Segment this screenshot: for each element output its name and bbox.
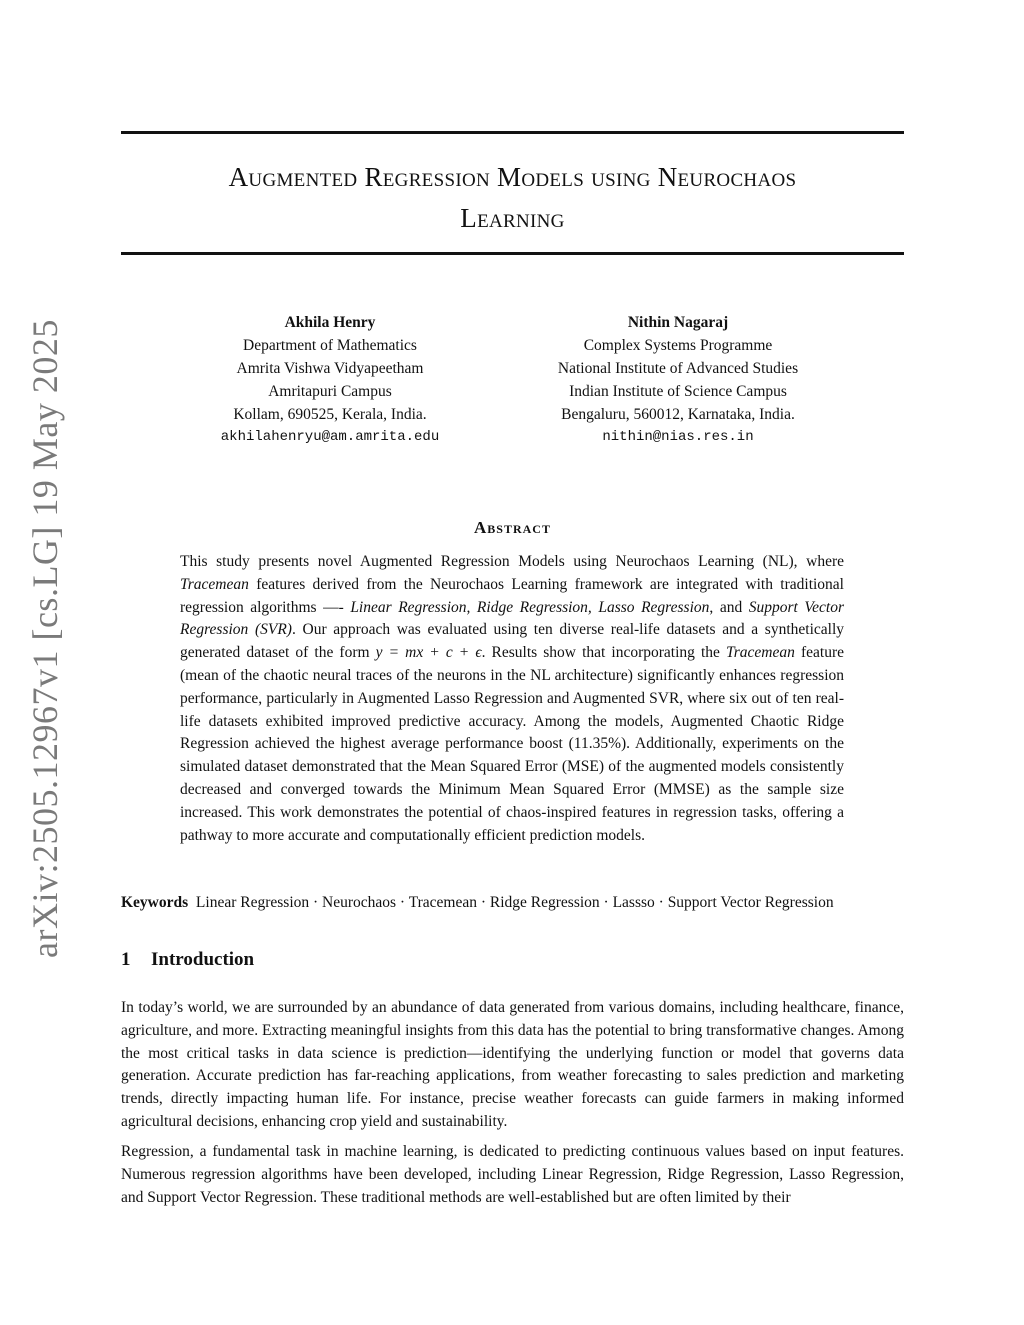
keywords-text: Linear Regression · Neurochaos · Tracemean · Ridge Regression · Lassso · Support Vector Regression bbox=[195, 894, 834, 911]
title-rule-bottom bbox=[121, 252, 904, 255]
keywords-line bbox=[121, 894, 904, 912]
section-heading-introduction bbox=[121, 949, 254, 971]
title-rule-top bbox=[121, 131, 904, 134]
author-name: Akhila Henry bbox=[284, 314, 376, 331]
arxiv-stamp: arXiv:2505.12967v1 [cs.LG] 19 May 2025 bbox=[25, 319, 65, 958]
author-dept: Complex Systems Programme bbox=[583, 337, 773, 354]
author-dept: Department of Mathematics bbox=[243, 337, 417, 354]
abstract-text-6: feature (mean of the chaotic neural traces of the neurons in the NL architecture) significantly enhances regression performance, particularly in Augmented Lasso Regression and Augmented SVR, where six out of ten real-life datasets exhibited improved predictive accuracy. Among the models, Augmented Chaotic Ridge Regression achieved the highest average performance boost (11.35%). Additionally, experiments on the simulated dataset demonstrated that the Mean Squared Error (MSE) of the augmented models consistently decreased and converged towards the Minimum Mean Squared Error (MMSE) as the sample size increased. This work demonstrates the potential of chaos-inspired features in regression tasks, offering a pathway to more accurate and computationally efficient prediction models. bbox=[180, 644, 844, 844]
abstract-text-4: . Our approach was evaluated using ten diverse real-life datasets and a synthetically generated dataset of the form bbox=[180, 621, 844, 662]
abstract-text-2: features derived from the Neurochaos Learning framework are integrated with traditional regression algorithms —- bbox=[180, 575, 844, 616]
intro-paragraph-2: Regression, a fundamental task in machine learning, is dedicated to predicting continuous values based on input features. Numerous regression algorithms have been developed, including Linear Regression, Ridge Regression, Lasso Regression, and Support Vector Regression. These traditional methods are well-established but are often limited by their bbox=[121, 1143, 904, 1206]
paper-title-line1: Augmented Regression Models using Neurochaos bbox=[228, 162, 797, 192]
abstract-algorithms: Linear Regression, Ridge Regression, Lasso Regression bbox=[350, 598, 710, 616]
section-number: 1 bbox=[121, 949, 131, 970]
abstract-body bbox=[180, 551, 844, 847]
abstract-heading: Abstract bbox=[474, 518, 551, 537]
abstract-formula: y = mx + c + ϵ bbox=[375, 644, 482, 662]
paper-title-line2: Learning bbox=[460, 203, 565, 233]
author-address: Bengaluru, 560012, Karnataka, India. bbox=[561, 406, 795, 423]
abstract-text-1: This study presents novel Augmented Regression Models using Neurochaos Learning (NL), where bbox=[180, 553, 844, 570]
author-address: Kollam, 690525, Kerala, India. bbox=[233, 406, 427, 423]
author-email[interactable]: akhilahenryu@am.amrita.edu bbox=[220, 429, 440, 445]
author-block-1 bbox=[200, 311, 460, 449]
abstract-text-5: . Results show that incorporating the bbox=[481, 644, 726, 662]
author-block-2 bbox=[528, 311, 828, 449]
abstract-text-3: , and bbox=[709, 598, 749, 616]
abstract-tracemean: Tracemean bbox=[180, 575, 249, 593]
section-title: Introduction bbox=[151, 949, 255, 970]
author-campus: Amritapuri Campus bbox=[268, 383, 392, 400]
author-name: Nithin Nagaraj bbox=[627, 314, 729, 331]
author-institution: Amrita Vishwa Vidyapeetham bbox=[236, 360, 424, 377]
author-email[interactable]: nithin@nias.res.in bbox=[602, 429, 754, 445]
keywords-label: Keywords bbox=[121, 894, 189, 911]
abstract-svr: Support Vector Regression (SVR) bbox=[180, 598, 844, 639]
intro-paragraph-1: In today’s world, we are surrounded by an abundance of data generated from various domains, including healthcare, finance, agriculture, and more. Extracting meaningful insights from this data has the potential to bring transformative changes. Among the most critical tasks in data science is prediction—identifying the underlying function or model that governs data generation. Accurate prediction has far-reaching applications, from weather forecasting to sales prediction and marketing trends, directly impacting human life. For instance, precise weather forecasts can guide farmers in making informed agricultural decisions, enhancing crop yield and sustainability. bbox=[121, 999, 904, 1130]
author-campus: Indian Institute of Science Campus bbox=[569, 383, 787, 400]
abstract-tracemean-2: Tracemean bbox=[726, 644, 795, 662]
author-institution: National Institute of Advanced Studies bbox=[557, 360, 799, 377]
